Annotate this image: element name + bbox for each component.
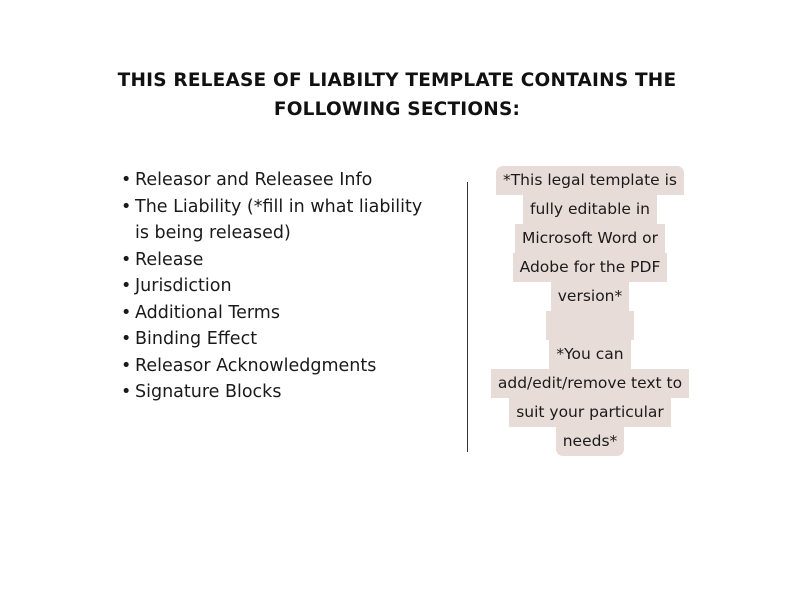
title-line-2: FOLLOWING SECTIONS: bbox=[273, 99, 521, 120]
note-line: Adobe for the PDF bbox=[470, 253, 710, 282]
list-item-liability-line-1: The Liability (*fill in what liability bbox=[135, 196, 423, 217]
note-line: needs* bbox=[470, 427, 710, 456]
list-item-binding-effect: • Binding Effect bbox=[118, 326, 438, 353]
sections-list bbox=[118, 167, 438, 406]
editable-note bbox=[470, 166, 710, 456]
list-item-acknowledgments: • Releasor Acknowledgments bbox=[118, 353, 438, 380]
vertical-divider bbox=[467, 182, 468, 452]
note-line: suit your particular bbox=[470, 398, 710, 427]
note-line: fully editable in bbox=[470, 195, 710, 224]
note-line: *This legal template is bbox=[470, 166, 710, 195]
list-item-liability bbox=[118, 194, 438, 247]
note-line: version* bbox=[470, 282, 710, 311]
page-title bbox=[0, 66, 794, 124]
list-item-releasor-info: • Releasor and Releasee Info bbox=[118, 167, 438, 194]
note-line-blank bbox=[470, 311, 710, 340]
note-line: add/edit/remove text to bbox=[470, 369, 710, 398]
list-item-jurisdiction: • Jurisdiction bbox=[118, 273, 438, 300]
note-line: *You can bbox=[470, 340, 710, 369]
title-line-1: THIS RELEASE OF LIABILTY TEMPLATE CONTAINS THE bbox=[117, 70, 677, 91]
list-item-additional-terms: • Additional Terms bbox=[118, 300, 438, 327]
list-item-release: • Release bbox=[118, 247, 438, 274]
note-line: Microsoft Word or bbox=[470, 224, 710, 253]
list-item-liability-line-2: is being released) bbox=[135, 223, 291, 243]
list-item-signature-blocks: • Signature Blocks bbox=[118, 379, 438, 406]
